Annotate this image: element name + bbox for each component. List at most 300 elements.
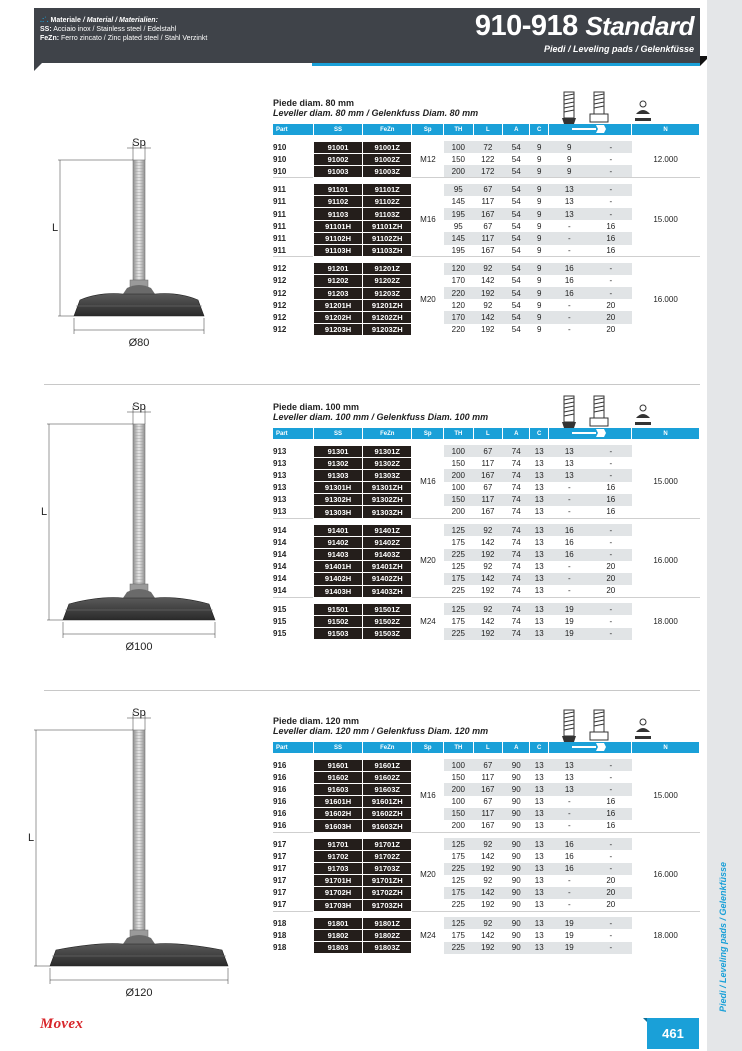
column-icons xyxy=(560,394,660,432)
cell-wrench-2: - xyxy=(609,851,613,861)
cell-ss-code: 91702H xyxy=(313,887,362,899)
cell-load: 16.000 xyxy=(632,524,700,597)
cell-c: 13 xyxy=(534,797,544,807)
ss-key: SS: xyxy=(40,26,52,33)
cell-ss-code: 91302 xyxy=(313,457,362,469)
cell-l: 67 xyxy=(483,483,493,493)
cell-l: 167 xyxy=(473,469,503,481)
cell-l: 167 xyxy=(481,507,495,517)
cell-l: 67 xyxy=(473,445,503,457)
cell-th: 125 xyxy=(451,876,465,886)
cell-wrench-1: - xyxy=(567,507,571,517)
cell-wrench-1: - xyxy=(567,562,571,572)
cell-wrench-2: - xyxy=(590,165,632,177)
section-title-sub: Leveller diam. 80 mm / Gelenkfuss Diam. 80 mm xyxy=(273,108,479,118)
movex-logo: Movex xyxy=(40,1016,84,1032)
cell-part: 917 xyxy=(273,876,287,886)
cell-wrench-1: - xyxy=(549,573,591,585)
column-header-ss: SS xyxy=(313,742,362,753)
cell-ss-code: 91701H xyxy=(313,875,362,887)
cell-load: 18.000 xyxy=(632,917,700,954)
cell-wrench-2: - xyxy=(590,759,632,771)
cell-th: 175 xyxy=(451,537,465,547)
cell-fezn-code: 91302ZH xyxy=(363,494,412,506)
cell-c: 9 xyxy=(536,276,542,286)
cell-a: 90 xyxy=(511,797,521,807)
cell-part: 918 xyxy=(273,931,287,941)
cell-part: 916 xyxy=(273,772,287,782)
cell-l: 192 xyxy=(473,549,503,561)
cell-thread-size: M16 xyxy=(412,184,444,257)
cell-th: 220 xyxy=(451,325,465,335)
cell-ss-code: 91201H xyxy=(313,299,362,311)
cell-wrench-1: 9 xyxy=(549,141,591,153)
cell-part: 912 xyxy=(273,313,287,323)
cell-thread-size: M16 xyxy=(412,759,444,832)
cell-a: 90 xyxy=(511,821,521,831)
cell-fezn-code: 91702ZH xyxy=(363,887,412,899)
cell-c: 9 xyxy=(530,263,549,275)
cell-a: 90 xyxy=(511,772,521,782)
cell-a: 54 xyxy=(511,197,521,207)
cell-part: 914 xyxy=(273,562,287,572)
cell-wrench-1: 13 xyxy=(549,469,591,481)
cell-wrench-2: - xyxy=(609,197,613,207)
section-title xyxy=(273,402,563,422)
cell-ss-code: 91303H xyxy=(313,506,362,518)
cell-ss-code: 91301H xyxy=(313,482,362,494)
cell-ss-code: 91301 xyxy=(313,445,362,457)
cell-l: 92 xyxy=(473,603,503,615)
cell-wrench-1: 13 xyxy=(549,445,591,457)
cell-ss-code: 91503 xyxy=(313,628,362,640)
cell-l: 142 xyxy=(481,851,495,861)
cell-a: 54 xyxy=(503,311,530,323)
cell-l: 67 xyxy=(483,797,493,807)
cell-load: 15.000 xyxy=(632,184,700,257)
cell-wrench-1: 19 xyxy=(549,942,591,954)
cell-wrench-1: 19 xyxy=(549,603,591,615)
cell-part: 912 xyxy=(273,300,287,310)
cell-c: 13 xyxy=(534,537,544,547)
cell-wrench-1: 13 xyxy=(549,783,591,795)
cell-c: 9 xyxy=(536,221,542,231)
cell-c: 13 xyxy=(534,900,544,910)
cell-th: 120 xyxy=(444,263,474,275)
cell-th: 200 xyxy=(451,507,465,517)
section-divider xyxy=(44,690,700,691)
cell-fezn-code: 91802Z xyxy=(363,929,412,941)
cell-thread-size: M16 xyxy=(412,445,444,518)
cell-c: 13 xyxy=(534,586,544,596)
cell-a: 74 xyxy=(511,562,521,572)
dim-label-diameter: Ø120 xyxy=(125,987,153,999)
cell-c: 13 xyxy=(534,458,544,468)
table-row xyxy=(273,838,700,850)
cell-l: 72 xyxy=(473,141,503,153)
cell-c: 9 xyxy=(536,154,542,164)
cell-ss-code: 91802 xyxy=(313,929,362,941)
cell-wrench-2: - xyxy=(590,445,632,457)
cell-th: 100 xyxy=(444,141,474,153)
cell-fezn-code: 91402ZH xyxy=(363,573,412,585)
cell-c: 9 xyxy=(530,311,549,323)
dim-label-sp: Sp xyxy=(132,401,146,413)
side-tab-text: Piedi / Leveling pads / Gelenkfüsse xyxy=(718,861,728,1013)
dim-label-diameter: Ø100 xyxy=(125,641,153,653)
cell-wrench-1: - xyxy=(567,300,571,310)
cell-a: 74 xyxy=(511,617,521,627)
cell-wrench-1: 16 xyxy=(549,838,591,850)
leveling-pad-drawing xyxy=(30,706,248,1001)
cell-ss-code: 91701 xyxy=(313,838,362,850)
cell-c: 13 xyxy=(530,838,549,850)
cell-th: 200 xyxy=(444,783,474,795)
cell-c: 13 xyxy=(530,603,549,615)
cell-wrench-1: - xyxy=(567,797,571,807)
cell-wrench-2: - xyxy=(590,603,632,615)
cell-c: 13 xyxy=(534,562,544,572)
cell-c: 9 xyxy=(530,165,549,177)
cell-fezn-code: 91702Z xyxy=(363,850,412,862)
cell-part: 914 xyxy=(273,525,287,535)
dim-label-sp: Sp xyxy=(132,137,146,149)
cell-wrench-2: 20 xyxy=(606,300,616,310)
spec-table-block xyxy=(273,98,703,336)
cell-part: 916 xyxy=(273,760,287,770)
cell-fezn-code: 91303Z xyxy=(363,469,412,481)
cell-wrench-1: 16 xyxy=(549,287,591,299)
cell-ss-code: 91703H xyxy=(313,899,362,911)
cell-th: 150 xyxy=(444,494,474,506)
cell-c: 13 xyxy=(530,783,549,795)
cell-l: 142 xyxy=(473,887,503,899)
cell-c: 9 xyxy=(530,232,549,244)
spec-table-block xyxy=(273,716,703,954)
cell-ss-code: 91202 xyxy=(313,275,362,287)
cell-fezn-code: 91403ZH xyxy=(363,585,412,597)
cell-load: 18.000 xyxy=(632,603,700,640)
cell-th: 225 xyxy=(444,863,474,875)
cell-ss-code: 91203 xyxy=(313,287,362,299)
cell-a: 90 xyxy=(511,900,521,910)
cell-part: 916 xyxy=(273,784,287,794)
cell-a: 74 xyxy=(503,469,530,481)
cell-wrench-1: - xyxy=(549,311,591,323)
cell-a: 54 xyxy=(511,221,521,231)
page-subtitle: Piedi / Leveling pads / Gelenkfüsse xyxy=(543,44,694,54)
cell-thread-size: M12 xyxy=(412,141,444,178)
cell-wrench-2: - xyxy=(590,863,632,875)
cell-ss-code: 91102 xyxy=(313,196,362,208)
cell-ss-code: 91001 xyxy=(313,141,362,153)
load-weight-icon xyxy=(635,719,651,739)
table-row xyxy=(273,524,700,536)
cell-l: 117 xyxy=(481,458,495,468)
cell-wrench-1: 13 xyxy=(564,458,574,468)
cell-fezn-code: 91801Z xyxy=(363,917,412,929)
hex-stud-icon xyxy=(590,92,608,122)
cell-part: 911 xyxy=(273,197,286,207)
cell-th: 200 xyxy=(444,469,474,481)
cell-th: 170 xyxy=(444,311,474,323)
cell-c: 13 xyxy=(534,483,544,493)
cell-part: 913 xyxy=(273,483,287,493)
cell-wrench-1: - xyxy=(549,494,591,506)
cell-a: 54 xyxy=(503,232,530,244)
cell-c: 13 xyxy=(534,507,544,517)
column-header-c: C xyxy=(530,742,549,753)
cell-wrench-1: 13 xyxy=(564,772,574,782)
cell-wrench-2: - xyxy=(590,917,632,929)
cell-wrench-2: 20 xyxy=(606,586,616,596)
cell-wrench-1: 19 xyxy=(549,917,591,929)
cell-wrench-2: 20 xyxy=(606,325,616,335)
cell-ss-code: 91703 xyxy=(313,863,362,875)
cell-c: 9 xyxy=(530,141,549,153)
dim-label-sp: Sp xyxy=(132,707,146,719)
cell-ss-code: 91201 xyxy=(313,263,362,275)
cell-part: 917 xyxy=(273,839,287,849)
cell-ss-code: 91402H xyxy=(313,573,362,585)
cell-wrench-2: - xyxy=(609,537,613,547)
cell-part: 911 xyxy=(273,233,286,243)
cell-c: 13 xyxy=(530,573,549,585)
cell-part: 917 xyxy=(273,888,287,898)
cell-l: 192 xyxy=(473,863,503,875)
cell-ss-code: 91803 xyxy=(313,942,362,954)
header-notch xyxy=(34,63,42,71)
cell-th: 150 xyxy=(451,772,465,782)
cell-l: 142 xyxy=(481,617,495,627)
section-title xyxy=(273,98,563,118)
icon-strip xyxy=(560,394,660,434)
cell-wrench-1: - xyxy=(549,887,591,899)
cell-part: 912 xyxy=(273,264,287,274)
hex-stud-icon xyxy=(590,396,608,426)
cell-a: 90 xyxy=(503,887,530,899)
cell-c: 13 xyxy=(530,887,549,899)
cell-a: 54 xyxy=(511,154,521,164)
column-header-a: A xyxy=(503,742,530,753)
cell-l: 67 xyxy=(473,759,503,771)
cell-a: 54 xyxy=(503,287,530,299)
cell-l: 92 xyxy=(483,562,493,572)
cell-l: 92 xyxy=(473,917,503,929)
cell-c: 9 xyxy=(530,208,549,220)
cell-fezn-code: 91403Z xyxy=(363,549,412,561)
cell-ss-code: 91601 xyxy=(313,759,362,771)
column-header-c: C xyxy=(530,124,549,135)
cell-fezn-code: 91701ZH xyxy=(363,875,412,887)
cell-ss-code: 91403H xyxy=(313,585,362,597)
table-row xyxy=(273,603,700,615)
cell-part: 911 xyxy=(273,185,286,195)
table-row xyxy=(273,759,700,771)
cell-l: 192 xyxy=(481,900,495,910)
cell-part: 911 xyxy=(273,209,286,219)
cell-wrench-1: 19 xyxy=(564,617,574,627)
cell-l: 192 xyxy=(481,586,495,596)
cell-th: 100 xyxy=(444,759,474,771)
cell-fezn-code: 91101ZH xyxy=(363,220,412,232)
cell-a: 90 xyxy=(503,942,530,954)
cell-ss-code: 91501 xyxy=(313,603,362,615)
cell-th: 145 xyxy=(451,197,465,207)
materials-heading-rest: / Material / Materialien: xyxy=(80,17,158,24)
cell-thread-size: M20 xyxy=(412,263,444,336)
cell-wrench-2: 20 xyxy=(606,562,616,572)
cell-a: 90 xyxy=(503,917,530,929)
cell-a: 74 xyxy=(503,573,530,585)
spec-table xyxy=(273,428,700,640)
cell-wrench-2: - xyxy=(590,263,632,275)
hex-stud-icon xyxy=(590,710,608,740)
cell-wrench-1: - xyxy=(567,483,571,493)
cell-ss-code: 91102H xyxy=(313,232,362,244)
cell-ss-code: 91303 xyxy=(313,469,362,481)
column-header-n: N xyxy=(632,742,700,753)
cell-ss-code: 91202H xyxy=(313,311,362,323)
cell-c: 13 xyxy=(530,863,549,875)
cell-th: 225 xyxy=(444,549,474,561)
cell-part: 910 xyxy=(273,142,287,152)
cell-ss-code: 91103 xyxy=(313,208,362,220)
cell-part: 916 xyxy=(273,797,287,807)
cell-wrench-2: 20 xyxy=(590,573,632,585)
leveling-pad-svg xyxy=(54,136,224,351)
cell-wrench-1: - xyxy=(549,232,591,244)
cell-a: 54 xyxy=(511,300,521,310)
cell-ss-code: 91401 xyxy=(313,524,362,536)
cell-wrench-1: 9 xyxy=(549,165,591,177)
cell-wrench-1: 16 xyxy=(549,263,591,275)
cell-wrench-2: - xyxy=(590,184,632,196)
cell-th: 95 xyxy=(444,184,474,196)
cell-th: 200 xyxy=(451,821,465,831)
cell-wrench-2: - xyxy=(590,628,632,640)
cell-wrench-2: - xyxy=(609,617,613,627)
section-title-it: Piede diam. 100 mm xyxy=(273,402,360,412)
cell-wrench-2: 16 xyxy=(590,808,632,820)
cell-l: 192 xyxy=(473,942,503,954)
cell-a: 90 xyxy=(511,876,521,886)
cell-th: 145 xyxy=(444,232,474,244)
cell-th: 100 xyxy=(444,445,474,457)
cell-wrench-2: - xyxy=(590,208,632,220)
cell-wrench-1: - xyxy=(567,876,571,886)
cell-ss-code: 91002 xyxy=(313,153,362,165)
fezn-desc: Ferro zincato / Zinc plated steel / Stahl Verzinkt xyxy=(59,35,208,42)
spec-table xyxy=(273,124,700,336)
cell-c: 9 xyxy=(536,197,542,207)
cell-ss-code: 91403 xyxy=(313,549,362,561)
cell-fezn-code: 91703Z xyxy=(363,863,412,875)
cell-ss-code: 91101 xyxy=(313,184,362,196)
column-header-th: TH xyxy=(444,742,474,753)
cell-th: 120 xyxy=(451,300,465,310)
cell-c: 13 xyxy=(530,942,549,954)
cell-wrench-1: - xyxy=(567,586,571,596)
cell-part: 910 xyxy=(273,154,287,164)
icon-strip xyxy=(560,90,660,130)
cell-wrench-1: 16 xyxy=(564,537,574,547)
cell-l: 172 xyxy=(473,165,503,177)
cell-th: 150 xyxy=(451,458,465,468)
threaded-stud-icon xyxy=(562,92,576,124)
cell-part: 911 xyxy=(273,221,286,231)
cell-fezn-code: 91303ZH xyxy=(363,506,412,518)
cell-fezn-code: 91101Z xyxy=(363,184,412,196)
cell-thread-size: M20 xyxy=(412,524,444,597)
cell-part: 914 xyxy=(273,586,287,596)
cell-ss-code: 91601H xyxy=(313,796,362,808)
cell-th: 170 xyxy=(451,276,465,286)
cell-l: 67 xyxy=(483,221,493,231)
cell-a: 54 xyxy=(511,245,521,255)
cell-ss-code: 91603 xyxy=(313,783,362,795)
cell-part: 911 xyxy=(273,245,286,255)
cell-load: 16.000 xyxy=(632,838,700,911)
column-header-fezn: FeZn xyxy=(363,124,412,135)
cell-wrench-1: 16 xyxy=(549,863,591,875)
cell-part: 918 xyxy=(273,943,287,953)
cell-th: 175 xyxy=(451,931,465,941)
cell-part: 913 xyxy=(273,470,287,480)
cell-fezn-code: 91603ZH xyxy=(363,820,412,832)
spec-table xyxy=(273,742,700,954)
cell-c: 13 xyxy=(530,469,549,481)
cell-c: 13 xyxy=(530,445,549,457)
column-header-n: N xyxy=(632,428,700,439)
cell-a: 54 xyxy=(503,208,530,220)
cell-l: 117 xyxy=(473,232,503,244)
cell-th: 150 xyxy=(451,154,465,164)
cell-c: 9 xyxy=(530,287,549,299)
cell-fezn-code: 91201ZH xyxy=(363,299,412,311)
cell-th: 125 xyxy=(444,603,474,615)
cell-part: 912 xyxy=(273,276,287,286)
cell-a: 74 xyxy=(511,537,521,547)
cell-wrench-2: - xyxy=(609,772,613,782)
cell-l: 167 xyxy=(473,208,503,220)
cell-part: 913 xyxy=(273,507,287,517)
cell-wrench-1: 13 xyxy=(549,184,591,196)
cell-c: 9 xyxy=(536,325,542,335)
cell-wrench-1: 16 xyxy=(564,851,574,861)
cell-load: 15.000 xyxy=(632,445,700,518)
cell-wrench-2: - xyxy=(590,287,632,299)
cell-wrench-2: 16 xyxy=(606,245,616,255)
column-header-l: L xyxy=(473,124,503,135)
title-word: Standard xyxy=(585,11,694,41)
dim-label-l: L xyxy=(28,832,35,844)
cell-l: 92 xyxy=(473,838,503,850)
load-weight-icon xyxy=(635,405,651,425)
cell-fezn-code: 91301Z xyxy=(363,445,412,457)
cell-wrench-2: - xyxy=(590,141,632,153)
table-row xyxy=(273,263,700,275)
cell-wrench-2: - xyxy=(590,524,632,536)
threaded-stud-icon xyxy=(562,710,576,742)
cell-ss-code: 91003 xyxy=(313,165,362,177)
cell-a: 90 xyxy=(503,783,530,795)
cell-c: 13 xyxy=(530,549,549,561)
cell-l: 192 xyxy=(481,325,495,335)
cell-c: 13 xyxy=(530,628,549,640)
cell-fezn-code: 91402Z xyxy=(363,536,412,548)
cell-part: 915 xyxy=(273,629,287,639)
